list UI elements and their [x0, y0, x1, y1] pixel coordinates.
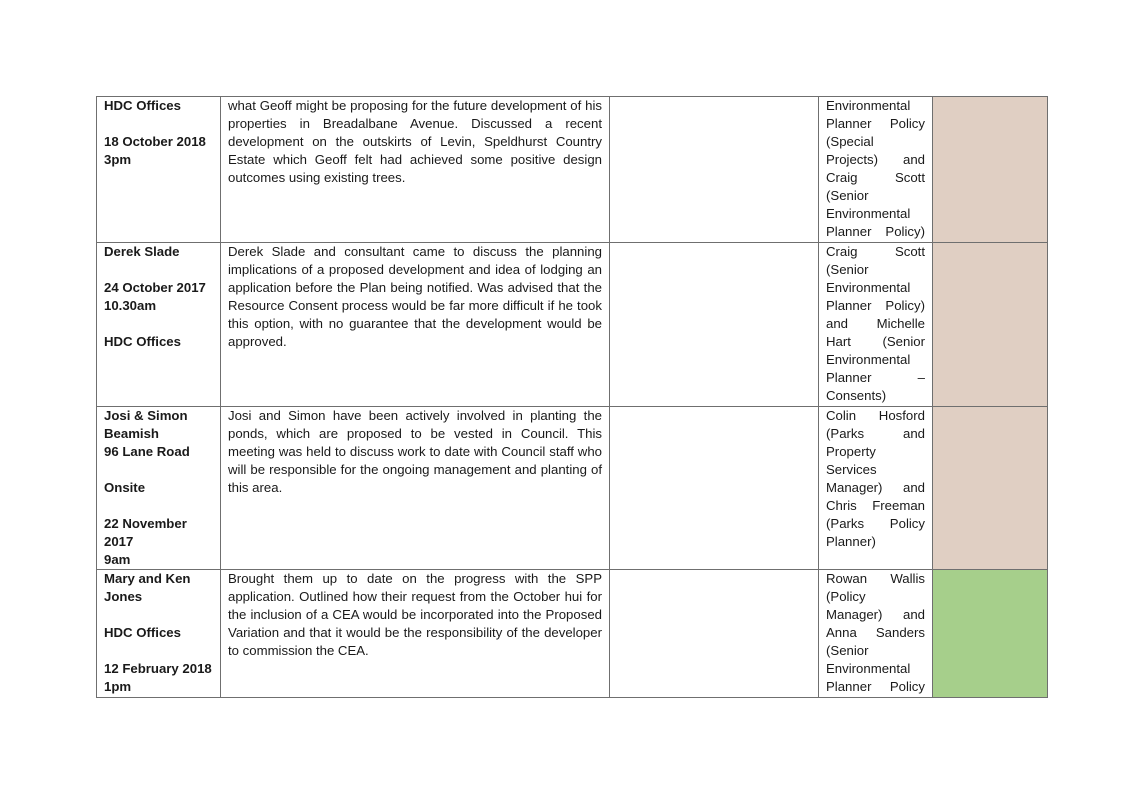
attendee-line: 96 Lane Road	[104, 444, 190, 459]
council-staff-cell	[819, 97, 933, 243]
staff-line: (Senior	[826, 188, 869, 203]
staff-line: and Michelle	[826, 316, 925, 331]
attendee-line: Beamish	[104, 426, 159, 441]
meeting-attendee-cell	[97, 97, 221, 243]
staff-line: Hart (Senior	[826, 334, 925, 349]
staff-line: Manager) and	[826, 480, 925, 495]
staff-line: Anna Sanders	[826, 625, 925, 640]
table-row	[97, 97, 1048, 243]
attendee-line: 2017	[104, 534, 134, 549]
staff-line: Environmental	[826, 280, 911, 295]
staff-line: Planner Policy)	[826, 224, 925, 239]
meeting-description: Derek Slade and consultant came to discuss the planning implications of a proposed development and idea of lodging an application before the Plan being notified. Was advised that the Resource Consent process would be far more difficult if he took this option, with no guarantee that the development would be approved.	[228, 244, 602, 349]
attendee-line: 10.30am	[104, 298, 157, 313]
attendee-line: Mary and Ken	[104, 571, 191, 586]
line-gap	[104, 261, 213, 279]
meeting-description: Brought them up to date on the progress with the SPP application. Outlined how their request from the October hui for the inclusion of a CEA would be incorporated into the Proposed Variation and that it would be the responsibility of the developer to commission the CEA.	[228, 571, 602, 658]
line-gap	[104, 606, 213, 624]
staff-line: (Special	[826, 134, 874, 149]
attendee-line: 12 February 2018	[104, 661, 212, 676]
staff-line: (Senior	[826, 643, 869, 658]
staff-line: Planner Policy)	[826, 298, 925, 313]
staff-line: Consents)	[826, 388, 887, 403]
council-staff-cell	[819, 407, 933, 570]
status-indicator-pending	[940, 97, 1040, 242]
meeting-description: what Geoff might be proposing for the future development of his properties in Breadalbane Avenue. Discussed a recent development on the outskirts of Levin, Speldhurst Country Estate which Geoff felt had achieved some positive design outcomes using existing trees.	[228, 98, 602, 185]
staff-line: Manager) and	[826, 607, 925, 622]
meeting-attendee-cell	[97, 243, 221, 407]
council-staff-cell	[819, 570, 933, 698]
table-row	[97, 407, 1048, 570]
staff-line: Craig Scott	[826, 170, 925, 185]
meeting-attendee-cell	[97, 407, 221, 570]
staff-line: (Senior	[826, 262, 869, 277]
status-cell	[933, 407, 1048, 570]
meeting-description-cell	[221, 97, 610, 243]
meeting-notes-cell	[610, 97, 819, 243]
attendee-line: 22 November	[104, 516, 187, 531]
status-indicator-pending	[940, 243, 1040, 406]
staff-line: Craig Scott	[826, 244, 925, 259]
staff-line: Services	[826, 462, 877, 477]
attendee-line: Josi & Simon	[104, 408, 188, 423]
line-gap	[104, 497, 213, 515]
staff-line: Environmental	[826, 661, 911, 676]
staff-line: Environmental	[826, 352, 911, 367]
meetings-table-body	[97, 97, 1048, 698]
attendee-line: HDC Offices	[104, 98, 181, 113]
meeting-notes-cell	[610, 407, 819, 570]
staff-line: Chris Freeman	[826, 498, 925, 513]
status-cell	[933, 97, 1048, 243]
meeting-description-cell	[221, 407, 610, 570]
meeting-notes-cell	[610, 243, 819, 407]
meeting-notes-cell	[610, 570, 819, 698]
staff-line: Planner Policy	[826, 116, 925, 131]
meeting-attendee-cell	[97, 570, 221, 698]
line-gap	[104, 315, 213, 333]
attendee-line: Jones	[104, 589, 143, 604]
attendee-line: 9am	[104, 552, 131, 567]
status-indicator-complete	[940, 570, 1040, 697]
staff-line: Planner Policy	[826, 679, 925, 694]
attendee-line: Onsite	[104, 480, 146, 495]
line-gap	[104, 115, 213, 133]
staff-line: (Parks Policy	[826, 516, 925, 531]
attendee-line: 18 October 2018	[104, 134, 206, 149]
staff-line: Rowan Wallis	[826, 571, 925, 586]
attendee-line: 3pm	[104, 152, 132, 167]
attendee-line: HDC Offices	[104, 334, 181, 349]
status-cell	[933, 570, 1048, 698]
line-gap	[104, 461, 213, 479]
meeting-description-cell	[221, 243, 610, 407]
table-row	[97, 243, 1048, 407]
attendee-line: 24 October 2017	[104, 280, 206, 295]
line-gap	[104, 642, 213, 660]
staff-line: Environmental	[826, 206, 911, 221]
staff-line: Projects) and	[826, 152, 925, 167]
staff-line: Colin Hosford	[826, 408, 925, 423]
meetings-table	[96, 96, 1048, 698]
staff-line: Planner –	[826, 370, 925, 385]
council-staff-cell	[819, 243, 933, 407]
staff-line: (Parks and	[826, 426, 925, 441]
attendee-line: HDC Offices	[104, 625, 181, 640]
attendee-line: 1pm	[104, 679, 132, 694]
status-cell	[933, 243, 1048, 407]
table-row	[97, 570, 1048, 698]
staff-line: (Policy	[826, 589, 866, 604]
staff-line: Planner)	[826, 534, 876, 549]
status-indicator-pending	[940, 407, 1040, 569]
staff-line: Environmental	[826, 98, 911, 113]
attendee-line: Derek Slade	[104, 244, 180, 259]
meeting-description: Josi and Simon have been actively involved in planting the ponds, which are proposed to be vested in Council. This meeting was held to discuss work to date with Council staff who will be responsible for the ongoing management and planting of this area.	[228, 408, 602, 495]
meeting-description-cell	[221, 570, 610, 698]
staff-line: Property	[826, 444, 876, 459]
